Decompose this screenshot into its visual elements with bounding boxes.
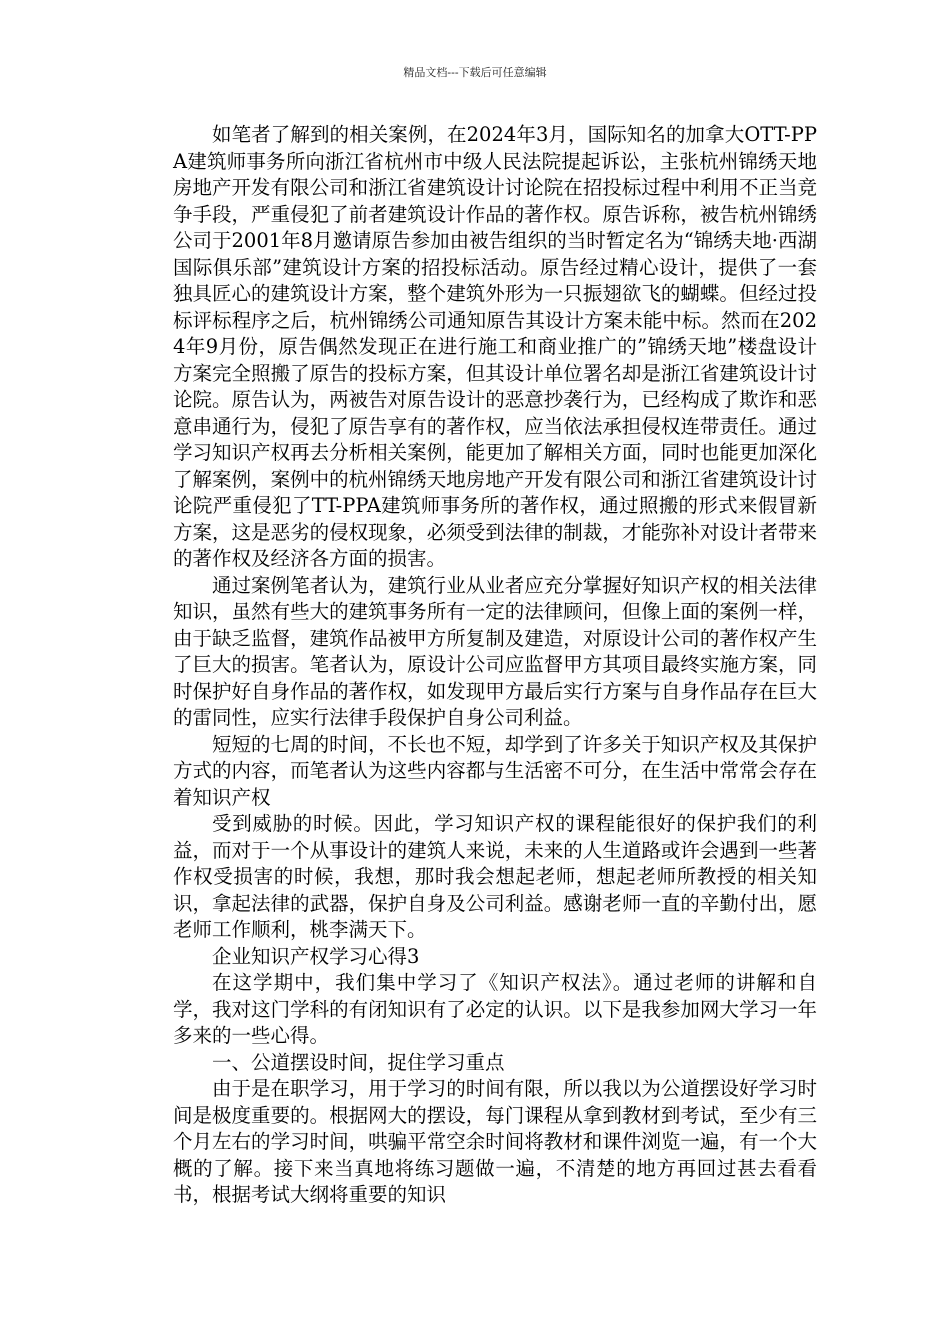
paragraph-time-arrangement: 由于是在职学习，用于学习的时间有限，所以我以为公道摆设好学习时间是极度重要的。根据网大的摆设，每门课程从拿到教材到考试，至少有三个月左右的学习时间，哄骗平常空余时间将教材和课件浏览一遍，有一个大概的了解。接下来当真地将练习题做一遍，不清楚的地方再回过甚去看看书，根据考试大纲将重要的知识 bbox=[173, 1077, 817, 1206]
paragraph-thanks-teacher: 受到威胁的时候。因此，学习知识产权的课程能很好的保护我们的利益，而对于一个从事设计的建筑人来说，未来的人生道路或许会遇到一些著作权受损害的时候，我想，那时我会想起老师，想起老师所教授的相关知识，拿起法律的武器，保护自身及公司利益。感谢老师一直的辛勤付出，愿老师工作顺利，桃李满天下。 bbox=[173, 812, 817, 941]
section-title-learning-notes-3: 企业知识产权学习心得3 bbox=[212, 944, 420, 968]
page-header: 精品文档---下载后可任意编辑 bbox=[403, 66, 547, 79]
paragraph-semester-intro: 在这学期中，我们集中学习了《知识产权法》。通过老师的讲解和自学，我对这门学科的有闭知识有了必定的认识。以下是我参加网大学习一年多来的一些心得。 bbox=[173, 971, 817, 1047]
paragraph-case-description: 如笔者了解到的相关案例，在2024年3月，国际知名的加拿大OTT-PPA建筑师事务所向浙江省杭州市中级人民法院提起诉讼，主张杭州锦绣天地房地产开发有限公司和浙江省建筑设计讨论院在招投标过程中利用不正当竞争手段，严重侵犯了前者建筑设计作品的著作权。原告诉称，被告杭州锦绣公司于2001年8月邀请原告参加由被告组织的当时暂定名为“锦绣夫地·西湖国际俱乐部”建筑设计方案的招投标活动。原告经过精心设计，提供了一套独具匠心的建筑设计方案，整个建筑外形为一只振翅欲飞的蝴蝶。但经过投标评标程序之后，杭州锦绣公司通知原告其设计方案未能中标。然而在2024年9月份，原告偶然发现正在进行施工和商业推广的”锦绣天地”楼盘设计方案完全照搬了原告的投标方案，但其设计单位署名却是浙江省建筑设计讨论院。原告认为，两被告对原告设计的恶意抄袭行为，已经构成了欺诈和恶意串通行为，侵犯了原告享有的著作权，应当依法承担侵权连带责任。通过学习知识产权再去分析相关案例，能更加了解相关方面，同时也能更加深化了解案例，案例中的杭州锦绣天地房地产开发有限公司和浙江省建筑设计讨论院严重侵犯了TT-PPA建筑师事务所的著作权，通过照搬的形式来假冒新方案，这是恶劣的侵权现象，必须受到法律的制裁，才能弥补对设计者带来的著作权及经济各方面的损害。 bbox=[173, 123, 817, 570]
paragraph-author-opinion: 通过案例笔者认为，建筑行业从业者应充分掌握好知识产权的相关法律知识，虽然有些大的建筑事务所有一定的法律顾问，但像上面的案例一样，由于缺乏监督，建筑作品被甲方所复制及建造，对原设计公司的著作权产生了巨大的损害。笔者认为，原设计公司应监督甲方其项目最终实施方案，同时保护好自身作品的著作权，如发现甲方最后实行方案与自身作品存在巨大的雷同性，应实行法律手段保护自身公司利益。 bbox=[173, 573, 817, 729]
document-body bbox=[173, 122, 817, 1209]
paragraph-seven-weeks: 短短的七周的时间，不长也不短，却学到了许多关于知识产权及其保护方式的内容，而笔者认为这些内容都与生活密不可分，在生活中常常会存在着知识产权 bbox=[173, 732, 817, 809]
subheading-arrange-time: 一、公道摆设时间，捉住学习重点 bbox=[212, 1050, 505, 1074]
